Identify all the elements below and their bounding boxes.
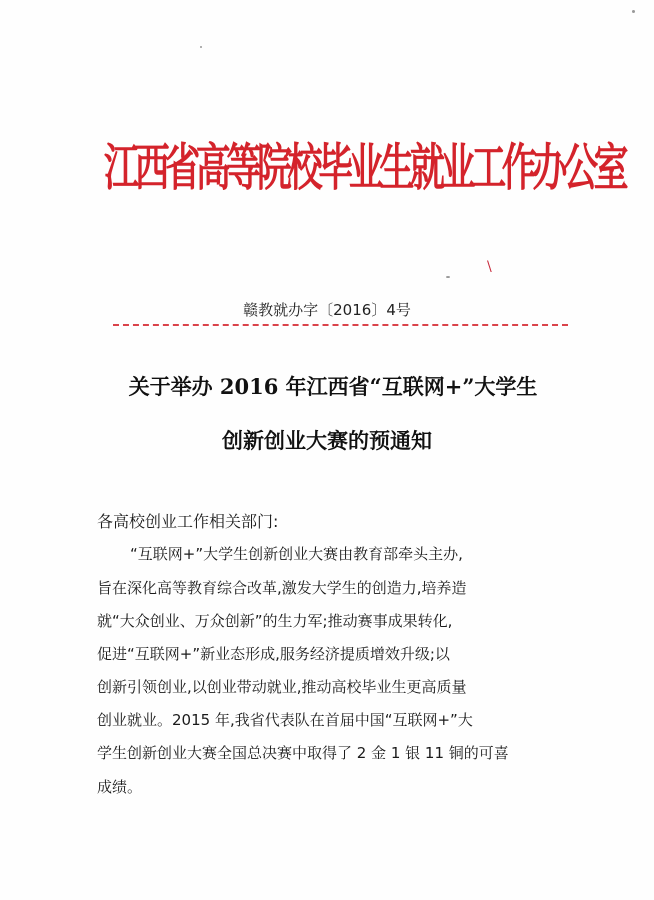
body-line: 成绩。 [97,778,143,796]
body-line: 创新引领创业,以创业带动就业,推动高校毕业生更高质量 [97,678,467,696]
scan-speck [446,276,450,278]
salutation: 各高校创业工作相关部门: [97,512,279,531]
body-line: 旨在深化高等教育综合改革,激发大学生的创造力,培养造 [97,579,467,597]
red-ink-mark: \ [487,259,492,275]
document-number: 赣教就办字〔2016〕4号 [243,301,411,319]
body-line: 学生创新创业大赛全国总决赛中取得了 2 金 1 银 11 铜的可喜 [97,744,509,762]
body-line: 创业就业。2015 年,我省代表队在首届中国“互联网+”大 [97,711,473,729]
body-line: 就“大众创业、万众创新”的生力军;推动赛事成果转化, [97,612,453,630]
scan-speck [632,10,635,13]
body-line: “互联网+”大学生创新创业大赛由教育部牵头主办, [130,545,463,563]
document-title-line-1: 关于举办 2016 年江西省“互联网+”大学生 [128,374,538,399]
issuing-office-header: 江西省高等院校毕业生就业工作办公室 [104,138,625,198]
body-line: 促进“互联网+”新业态形成,服务经济提质增效升级;以 [97,645,450,663]
scan-speck [200,46,202,48]
red-separator-line [113,324,568,326]
document-title-line-2: 创新创业大赛的预通知 [222,428,432,453]
